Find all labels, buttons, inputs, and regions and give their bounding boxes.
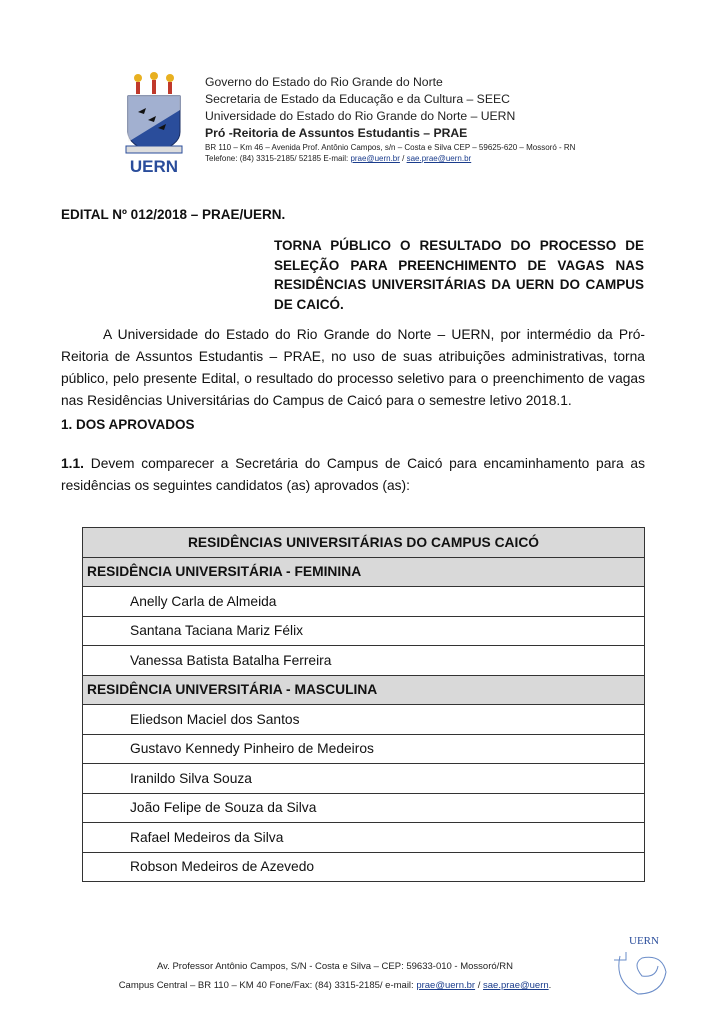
phone-text: Telefone: (84) 3315-2185/ 52185 E-mail: xyxy=(205,154,351,163)
edital-title: EDITAL Nº 012/2018 – PRAE/UERN. xyxy=(61,207,286,222)
table-row: Vanessa Batista Batalha Ferreira xyxy=(83,646,645,676)
item-number: 1.1. xyxy=(61,456,85,471)
letterhead-contact xyxy=(205,153,575,164)
intro-paragraph: A Universidade do Estado do Rio Grande do Norte – UERN, por intermédio da Pró-Reitoria de Assuntos Estudantis – PRAE, no uso de suas atribuições administrativas, torna público, pelo presente Edital, o resultado do processo seletivo para o preenchimento de vagas nas Residências Universitárias do Campus de Caicó para o semestre letivo 2018.1. xyxy=(61,327,645,408)
results-table xyxy=(82,527,645,882)
table-row: João Felipe de Souza da Silva xyxy=(83,793,645,823)
group-header-feminina: RESIDÊNCIA UNIVERSITÁRIA - FEMININA xyxy=(83,557,645,587)
table-row: Robson Medeiros de Azevedo xyxy=(83,852,645,882)
letterhead-line: Governo do Estado do Rio Grande do Norte xyxy=(205,75,443,89)
period: . xyxy=(548,980,552,991)
table-row: Rafael Medeiros da Silva xyxy=(83,823,645,853)
group-header-masculina: RESIDÊNCIA UNIVERSITÁRIA - MASCULINA xyxy=(83,675,645,705)
email-link[interactable]: sae.prae@uern xyxy=(483,980,549,991)
uern-coat-of-arms-logo xyxy=(124,72,184,174)
logo-text: UERN xyxy=(129,157,179,174)
email-link[interactable]: sae.prae@uern.br xyxy=(406,154,472,163)
footer-contact xyxy=(110,976,560,995)
letterhead xyxy=(205,74,575,164)
letterhead-line: Secretaria de Estado da Educação e da Cultura – SEEC xyxy=(205,92,510,106)
table-row: Santana Taciana Mariz Félix xyxy=(83,616,645,646)
item-paragraph xyxy=(61,453,645,497)
email-link[interactable]: prae@uern.br xyxy=(416,980,476,991)
table-row: Eliedson Maciel dos Santos xyxy=(83,705,645,735)
letterhead-line: Pró -Reitoria de Assuntos Estudantis – PRAE xyxy=(205,126,468,140)
uern-50-years-logo xyxy=(612,932,672,998)
footer-address: Av. Professor Antônio Campos, S/N - Costa e Silva – CEP: 59633-010 - Mossoró/RN xyxy=(156,961,514,972)
footer-phone: Campus Central – BR 110 – KM 40 Fone/Fax: (84) 3315-2185/ e-mail: xyxy=(118,980,417,991)
separator: / xyxy=(399,154,407,163)
item-text: Devem comparecer a Secretária do Campus de Caicó para encaminhamento para as residências os seguintes candidatos (as) aprovados (as): xyxy=(61,456,645,493)
separator: / xyxy=(475,980,484,991)
table-row: Iranildo Silva Souza xyxy=(83,764,645,794)
edital-subject: TORNA PÚBLICO O RESULTADO DO PROCESSO DE SELEÇÃO PARA PREENCHIMENTO DE VAGAS NAS RESIDÊNCIAS UNIVERSITÁRIAS DA UERN DO CAMPUS DE CAICÓ. xyxy=(274,238,644,312)
table-row: Gustavo Kennedy Pinheiro de Medeiros xyxy=(83,734,645,764)
table-title: RESIDÊNCIAS UNIVERSITÁRIAS DO CAMPUS CAICÓ xyxy=(83,528,645,558)
letterhead-line: Universidade do Estado do Rio Grande do Norte – UERN xyxy=(205,109,516,123)
footer-logo-text: UERN xyxy=(629,935,659,947)
section-heading: 1. DOS APROVADOS xyxy=(61,417,195,432)
email-link[interactable]: prae@uern.br xyxy=(350,154,400,163)
footer xyxy=(110,957,560,995)
table-row: Anelly Carla de Almeida xyxy=(83,587,645,617)
letterhead-address: BR 110 – Km 46 – Avenida Prof. Antônio Campos, s/n – Costa e Silva CEP – 59625-620 – Mossoró - RN xyxy=(205,143,576,152)
